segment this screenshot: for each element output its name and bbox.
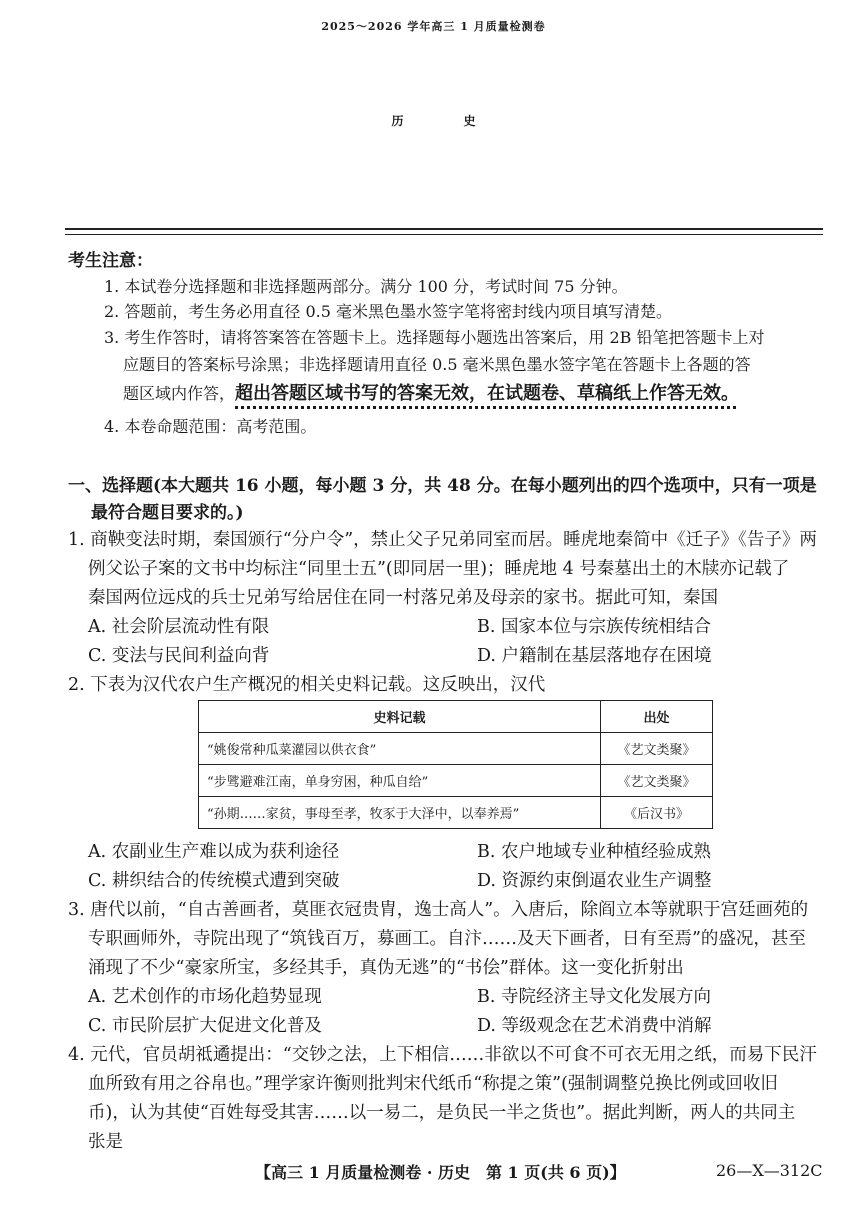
q2-option-a: A. 农副业生产难以成为获利途径 bbox=[88, 842, 340, 862]
table-row bbox=[199, 797, 713, 829]
q3-stem-line3: 涌现了不少“豪家所宝，多经其手，真伪无逃”的“书侩”群体。这一变化折射出 bbox=[88, 958, 684, 978]
q2-option-b: B. 农户地域专业种植经验成熟 bbox=[477, 842, 711, 862]
table-cell: 《艺文类聚》 bbox=[601, 733, 713, 765]
q4-stem-line3: 币)，认为其使“百姓每受其害……以一易二，是负民一半之货也”。据此判断，两人的共同主 bbox=[88, 1103, 796, 1123]
q4-stem-line2: 血所致有用之谷帛也。”理学家许衡则批判宋代纸币“称提之策”(强制调整兑换比例或回收旧 bbox=[88, 1074, 778, 1094]
q1-option-d: D. 户籍制在基层落地存在困境 bbox=[477, 646, 712, 666]
table-cell: “孙期……家贫，事母至孝，牧豕于大泽中，以奉养焉” bbox=[199, 797, 601, 829]
page-footer: 【高三 1 月质量检测卷 · 历史 第 1 页(共 6 页)】 bbox=[255, 1163, 626, 1182]
table-cell: 《后汉书》 bbox=[601, 797, 713, 829]
table-cell: 《艺文类聚》 bbox=[601, 765, 713, 797]
table-header-row bbox=[199, 701, 713, 733]
header-divider-thin bbox=[65, 234, 823, 235]
q4-stem-line4: 张是 bbox=[88, 1132, 123, 1152]
notice-item-3-cont1: 应题目的答案标号涂黑；非选择题请用直径 0.5 毫米黑色墨水签字笔在答题卡上各题的答 bbox=[123, 355, 751, 374]
header-divider-thick bbox=[65, 228, 823, 230]
notice-item-3: 3. 考生作答时，请将答案答在答题卡上。选择题每小题选出答案后，用 2B 铅笔把答题卡上对 bbox=[104, 328, 765, 347]
q3-option-b: B. 寺院经济主导文化发展方向 bbox=[477, 987, 711, 1007]
q2-stem: 2. 下表为汉代农户生产概况的相关史料记载。这反映出，汉代 bbox=[68, 675, 546, 695]
notice-item-3-cont2 bbox=[123, 379, 739, 405]
q2-option-d: D. 资源约束倒逼农业生产调整 bbox=[477, 871, 712, 891]
q1-option-c: C. 变法与民间利益向背 bbox=[88, 646, 270, 666]
section-heading: 一、选择题(本大题共 16 小题，每小题 3 分，共 48 分。在每小题列出的四个选项中，只有一项是 bbox=[68, 476, 817, 496]
table-cell: “步骘避难江南，单身穷困，种瓜自给” bbox=[199, 765, 601, 797]
subject-title: 历史 bbox=[391, 114, 536, 128]
notice-item-1: 1. 本试卷分选择题和非选择题两部分。满分 100 分，考试时间 75 分钟。 bbox=[104, 277, 628, 296]
notice-heading: 考生注意： bbox=[68, 251, 153, 271]
q1-option-b: B. 国家本位与宗族传统相结合 bbox=[477, 617, 711, 637]
q3-stem-line2: 专职画师外，寺院出现了“筑钱百万，募画工。自汴……及天下画者，日有至焉”的盛况，甚至 bbox=[88, 929, 806, 949]
q1-stem-line2: 例父讼子案的文书中均标注“同里士五”(即同居一里)；睡虎地 4 号秦墓出土的木牍亦记载了 bbox=[88, 559, 790, 579]
table-row bbox=[199, 733, 713, 765]
q4-stem-line1: 4. 元代，官员胡祗遹提出：“交钞之法，上下相信……非欲以不可食不可衣无用之纸，而易下民汗 bbox=[68, 1045, 817, 1065]
table-header-origin: 出处 bbox=[601, 701, 713, 733]
paper-code: 26—X—312C bbox=[716, 1161, 823, 1180]
q1-stem-line3: 秦国两位远戍的兵士兄弟写给居住在同一村落兄弟及母亲的家书。据此可知，秦国 bbox=[88, 588, 718, 608]
q1-stem-line1: 1. 商鞅变法时期，秦国颁行“分户令”，禁止父子兄弟同室而居。睡虎地秦简中《迁子》《告子》两 bbox=[68, 530, 817, 550]
table-header-source: 史料记载 bbox=[199, 701, 601, 733]
q3-option-c: C. 市民阶层扩大促进文化普及 bbox=[88, 1016, 322, 1036]
q3-stem-line1: 3. 唐代以前，“自古善画者，莫匪衣冠贵胄，逸士高人”。入唐后，除阎立本等就职于宫廷画苑的 bbox=[68, 900, 809, 920]
q3-option-a: A. 艺术创作的市场化趋势显现 bbox=[88, 987, 322, 1007]
q3-option-d: D. 等级观念在艺术消费中消解 bbox=[477, 1016, 712, 1036]
notice-item-3-cont2-text: 题区域内作答， bbox=[123, 384, 236, 403]
table-row bbox=[199, 765, 713, 797]
table-cell: “姚俊常种瓜菜灌园以供衣食” bbox=[199, 733, 601, 765]
section-heading-cont: 最符合题目要求的。) bbox=[91, 503, 244, 523]
notice-item-2: 2. 答题前，考生务必用直径 0.5 毫米黑色墨水签字笔将密封线内项目填写清楚。 bbox=[104, 302, 672, 321]
exam-title: 2025～2026 学年高三 1 月质量检测卷 bbox=[321, 20, 546, 33]
q2-source-table bbox=[198, 700, 713, 829]
q2-option-c: C. 耕织结合的传统模式遭到突破 bbox=[88, 871, 340, 891]
q1-option-a: A. 社会阶层流动性有限 bbox=[88, 617, 270, 637]
notice-emphasis: 超出答题区域书写的答案无效，在试题卷、草稿纸上作答无效。 bbox=[235, 383, 740, 404]
notice-item-4: 4. 本卷命题范围：高考范围。 bbox=[104, 417, 317, 436]
